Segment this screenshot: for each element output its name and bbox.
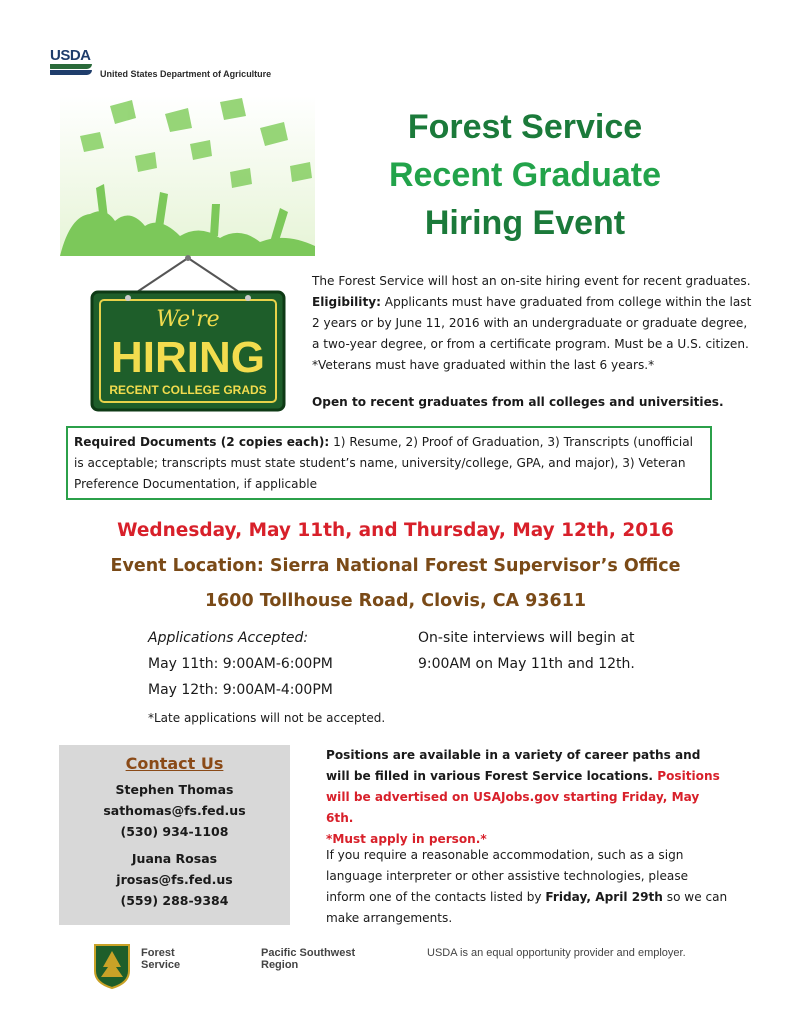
forest-service-line-2: Service	[141, 959, 181, 971]
sign-hiring-text: HIRING	[111, 333, 265, 382]
accommodation-text-end: so we can make arrangements.	[326, 890, 728, 925]
required-documents-box	[66, 426, 712, 500]
title-hiring-event: Hiring Event	[424, 204, 626, 242]
graduation-caps-image	[60, 96, 315, 256]
accommodation-text: If you require a reasonable accommodation, such as a sign language interpreter or other assistive technologies, please inform one of the contacts listed by	[326, 848, 689, 904]
contact-1-phone: (530) 934-1108	[120, 824, 229, 839]
equal-opportunity-statement: USDA is an equal opportunity provider and employer.	[427, 947, 686, 959]
eligibility-label: Eligibility:	[312, 295, 381, 309]
required-documents-label: Required Documents (2 copies each):	[74, 435, 330, 449]
required-documents-list: 1) Resume, 2) Proof of Graduation, 3) Transcripts (unofficial is acceptable; transcripts must state student’s name, university/college, GPA, and major), 3) Veteran Preference Documentation, if applicable	[74, 435, 694, 491]
title-forest-service: Forest Service	[407, 108, 643, 146]
intro-sentence: The Forest Service will host an on-site hiring event for recent graduates.	[312, 274, 751, 288]
positions-text: Positions are available in a variety of career paths and will be filled in various Forest Service locations.	[326, 748, 701, 783]
late-applications-note: *Late applications will not be accepted.	[148, 711, 386, 725]
applications-heading: Applications Accepted:	[148, 630, 309, 646]
contact-1-email[interactable]: sathomas@fs.fed.us	[103, 803, 246, 818]
applications-may11: May 11th: 9:00AM-6:00PM	[148, 656, 333, 672]
contact-1-name: Stephen Thomas	[115, 782, 234, 797]
forest-service-label	[141, 947, 180, 971]
sign-subtitle-text: RECENT COLLEGE GRADS	[109, 383, 267, 397]
contact-box	[59, 745, 290, 925]
positions-usajobs-text: Positions will be advertised on USAJobs.gov starting Friday, May 6th.	[326, 769, 720, 825]
contact-2-name: Juana Rosas	[131, 851, 218, 866]
usda-mark: USDA	[50, 47, 91, 64]
region-label	[261, 947, 355, 971]
title-recent-graduate: Recent Graduate	[388, 156, 662, 194]
sign-were-text: We're	[156, 307, 220, 332]
contact-heading: Contact Us	[125, 754, 224, 773]
applications-may12: May 12th: 9:00AM-4:00PM	[148, 682, 333, 698]
contact-2-email[interactable]: jrosas@fs.fed.us	[116, 872, 233, 887]
forest-service-shield-icon	[93, 941, 131, 989]
region-line-1: Pacific Southwest	[261, 947, 356, 959]
event-address: 1600 Tollhouse Road, Clovis, CA 93611	[204, 591, 587, 611]
usda-logo-swoosh-blue	[50, 70, 92, 75]
accommodation-paragraph	[326, 845, 731, 929]
eligibility-text: Applicants must have graduated from college within the last 2 years or by June 11, 2016 with an undergraduate or graduate degree, a two-year degree, or from a certificate program. Must be a U.S. citizen. *Veterans must have graduated within the last 6 years.*	[312, 295, 752, 372]
event-location: Event Location: Sierra National Forest Supervisor’s Office	[110, 556, 681, 576]
contact-2-phone: (559) 288-9384	[120, 893, 229, 908]
usda-logo-swoosh-green	[50, 64, 92, 69]
open-to-all-line: Open to recent graduates from all colleges and universities.	[312, 395, 724, 409]
department-name: United States Department of Agriculture	[100, 69, 272, 79]
region-line-2: Region	[261, 959, 299, 971]
hiring-sign-image	[88, 254, 288, 414]
usda-logo	[50, 47, 92, 79]
forest-service-line-1: Forest	[141, 947, 175, 959]
onsite-interviews-note: On-site interviews will begin at 9:00AM on May 11th and 12th.	[418, 630, 635, 672]
event-dates: Wednesday, May 11th, and Thursday, May 12th, 2016	[117, 520, 674, 541]
accommodation-deadline: Friday, April 29th	[545, 890, 663, 904]
intro-paragraph	[312, 271, 752, 376]
required-documents-text	[74, 432, 704, 495]
positions-paragraph	[326, 745, 726, 850]
must-apply-in-person: *Must apply in person.*	[326, 832, 487, 846]
